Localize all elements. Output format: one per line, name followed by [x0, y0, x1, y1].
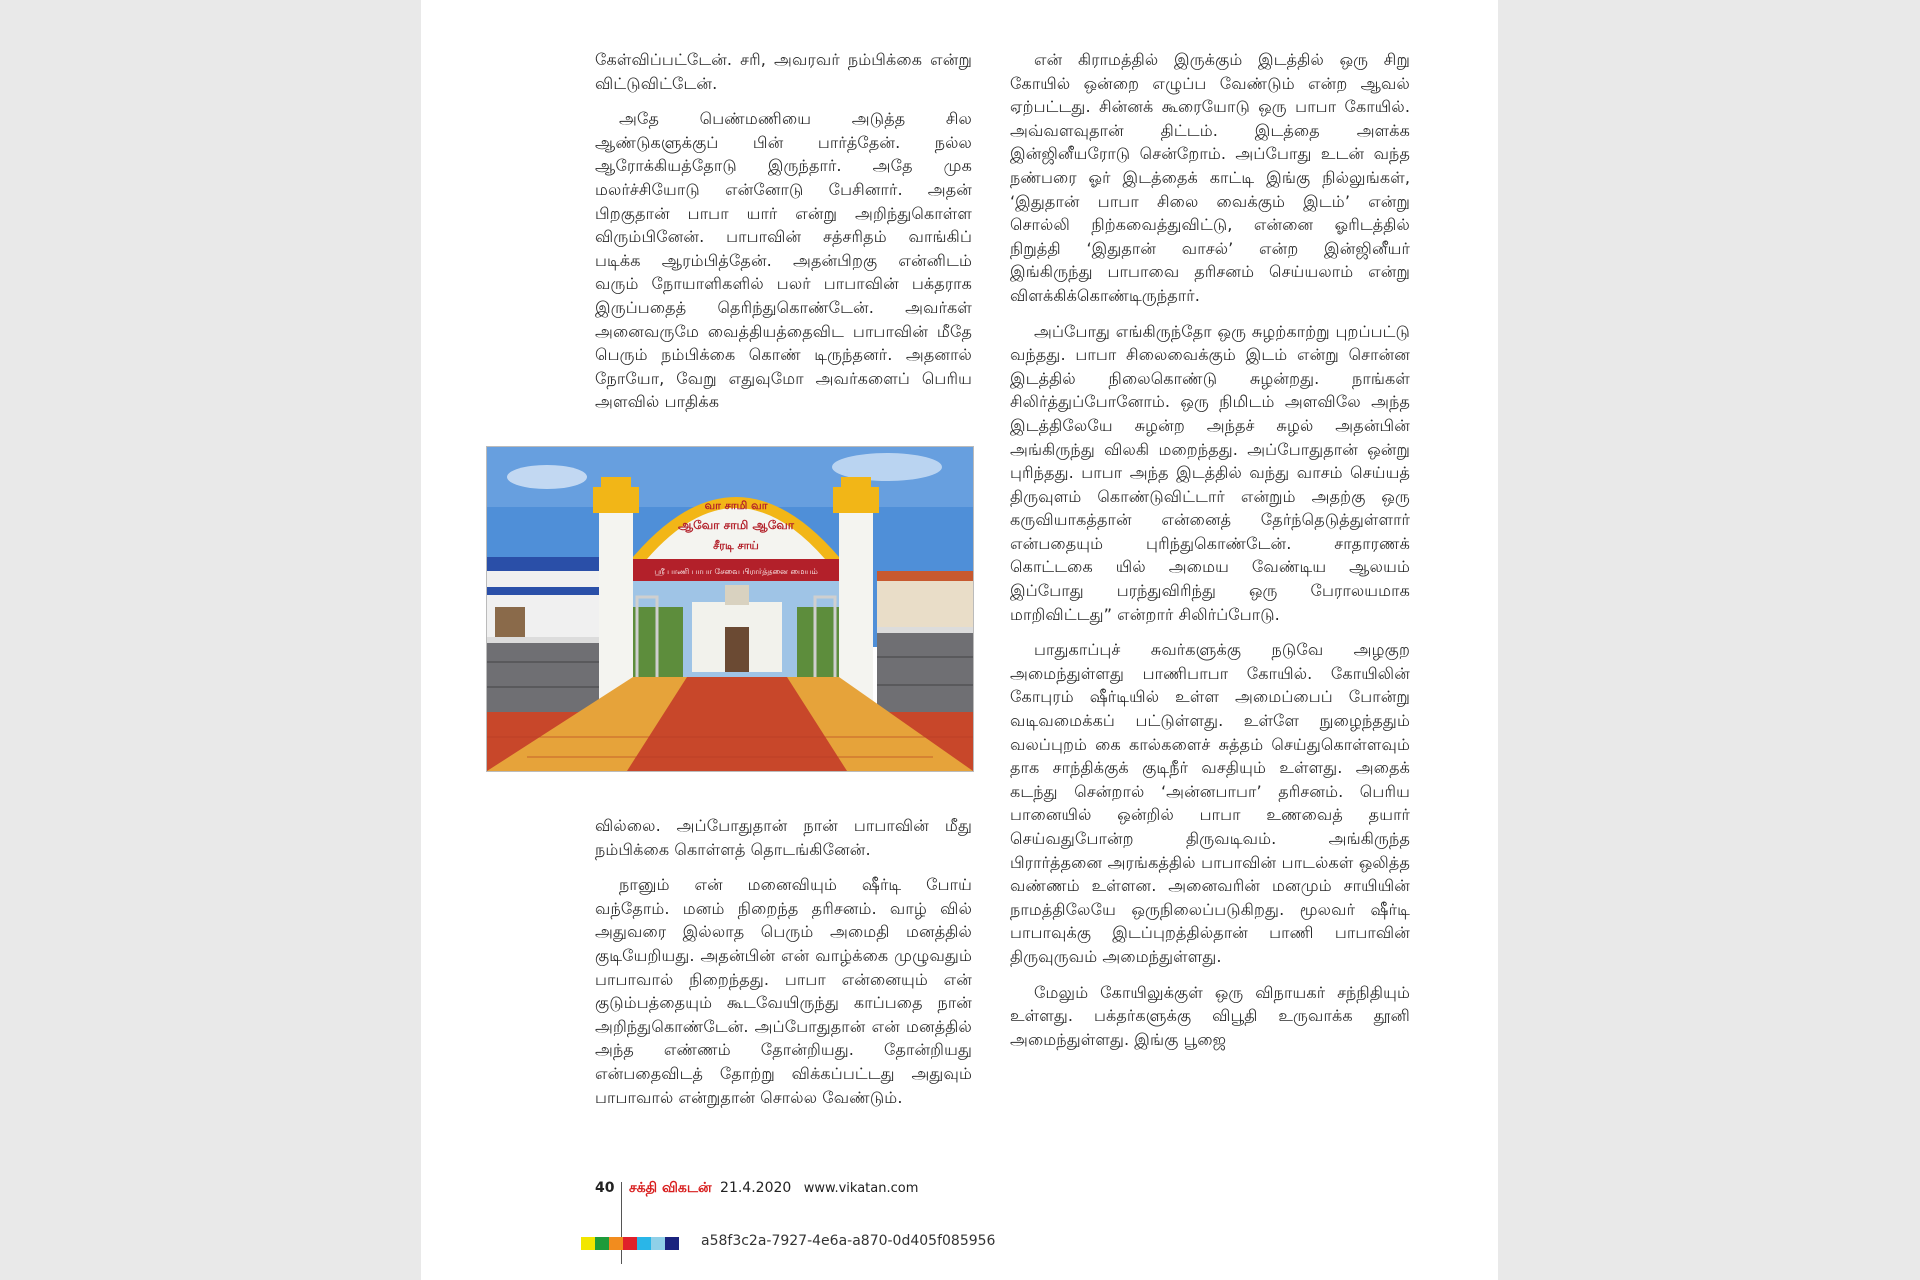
article-paragraph: என் கிராமத்தில் இருக்கும் இடத்தில் ஒரு சிறு கோயில் ஒன்றை எழுப்ப வேண்டும் என்ற ஆவல் ஏற்பட்டது. சின்னக் கூரையோடு ஒரு பாபா கோயில். அவ்வளவுதான் திட்டம். இடத்தை அளக்க இன்ஜினீயரோடு சென்றோம். அப்போது உடன் வந்த நண்பரை ஓர் இடத்தைக் காட்டி இங்கு நில்லுங்கள், ‘இதுதான் பாபா சிலை வைக்கும் இடம்’ என்று சொல்லி நிற்கவைத்துவிட்டு, என்னை ஓரிடத்தில் நிறுத்தி ‘இதுதான் வாசல்’ என்ற இன்ஜினீயர் இங்கிருந்து பாபாவை தரிசனம் செய்யலாம் என்று விளக்கிக்கொண்டிருந்தார். [1010, 50, 1410, 305]
article-paragraph: அதே பெண்மணியை அடுத்த சில ஆண்டுகளுக்குப் பின் பார்த்தேன். நல்ல ஆரோக்கியத்தோடு இருந்தார். அதே முக மலர்ச்சியோடு என்னோடு பேசினார். அதன் பிறகுதான் பாபா யார் என்று அறிந்துகொள்ள விரும்பினேன். பாபாவின் சத்சரிதம் வாங்கிப் படிக்க ஆரம்பித்தேன். அதன்பிறகு என்னிடம் வரும் நோயாளிகளில் பலர் பாபாவின் பக்தராக இருப்பதைத் தெரிந்துகொண்டேன். அவர்கள் அனைவருமே வைத்தியத்தைவிட பாபாவின் மீதே பெரும் நம்பிக்கை கொண் டிருந்தனர். அதனால் நோயோ, வேறு எதுவுமோ அவர்களைப் பெரிய அளவில் பாதிக்க [595, 109, 972, 412]
page-footer [595, 1180, 918, 1198]
color-swatch [609, 1237, 623, 1250]
page-number: 40 [595, 1180, 615, 1196]
arch-text-line-2: ஆவோ சாமி ஆவோ [678, 518, 794, 532]
article-paragraph: நானும் என் மனைவியும் ஷீர்டி போய் வந்தோம். மனம் நிறைந்த தரிசனம். வாழ் வில் அதுவரை இல்லாத பெரும் அமைதி மனத்தில் குடியேறியது. அதன்பின் என் வாழ்க்கை முழுவதும் பாபாவால் நிறைந்தது. பாபா என்னையும் என் குடும்பத்தையும் கூடவேயிருந்து காப்பதை நான் அறிந்துகொண்டேன். அப்போதுதான் என் மனத்தில் அந்த எண்ணம் தோன்றியது. தோன்றியது என்பதைவிடத் தோற்று விக்கப்பட்டது அதுவும் பாபாவால் என்றுதான் சொல்ல வேண்டும். [595, 875, 972, 1107]
article-column-left-top [595, 48, 972, 426]
website-link[interactable]: www.vikatan.com [803, 1181, 919, 1196]
color-swatch-strip [581, 1237, 679, 1250]
gate-banner-text: ஸ்ரீ பாணி பாபா சேவை பிரார்த்தனை மையம் [654, 567, 818, 576]
magazine-name: சக்தி விகடன் [628, 1180, 712, 1196]
magazine-page [421, 0, 1498, 1280]
article-paragraph: மேலும் கோயிலுக்குள் ஒரு விநாயகர் சந்நிதியும் உள்ளது. பக்தர்களுக்கு விபூதி உருவாக்க தூனி அமைந்துள்ளது. இங்கு பூஜை [1010, 982, 1410, 1049]
temple-gate-photo [486, 446, 974, 772]
color-swatch [637, 1237, 651, 1250]
article-paragraph: அப்போது எங்கிருந்தோ ஒரு சுழற்காற்று புறப்பட்டு வந்தது. பாபா சிலைவைக்கும் இடம் என்று சொன்ன இடத்தில் நிலைகொண்டு சுழன்றது. நாங்கள் சிலிர்த்துப்போனோம். ஒரு நிமிடம் அளவிலே அந்த இடத்திலேயே சுழன்ற அந்தச் சுழல் அதன்பின் அங்கிருந்து விலகி மறைந்தது. அப்போதுதான் ஒன்று புரிந்தது. பாபா அந்த இடத்தில் வந்து வாசம் செய்யத் திருவுளம் கொண்டுவிட்டார் என்றும் அதற்கு ஒரு கருவியாகத்தான் என்னைத் தேர்ந்தெடுத்துள்ளார் என்பதையும் புரிந்துகொண்டேன். சாதாரணக் கொட்டகை யில் அமைய வேண்டிய ஆலயம் இப்போது பரந்துவிரிந்து ஒரு பேராலயமாக மாறிவிட்டது” என்றார் சிலிர்ப்போடு. [1010, 321, 1410, 624]
article-column-left-bottom [595, 814, 972, 1121]
article-column-right [1010, 48, 1410, 1063]
issue-date: 21.4.2020 [720, 1180, 792, 1196]
arch-text-line-1: வா சாமி வா [704, 499, 768, 512]
color-swatch [651, 1237, 665, 1250]
color-swatch [623, 1237, 637, 1250]
color-swatch [665, 1237, 679, 1250]
article-paragraph: வில்லை. அப்போதுதான் நான் பாபாவின் மீது நம்பிக்கை கொள்ளத் தொடங்கினேன். [595, 816, 972, 859]
color-swatch [595, 1237, 609, 1250]
article-paragraph: பாதுகாப்புச் சுவர்களுக்கு நடுவே அழகுற அமைந்துள்ளது பாணிபாபா கோயில். கோயிலின் கோபுரம் ஷீர்டியில் உள்ள அமைப்பைப் போன்று வடிவமைக்கப் பட்டுள்ளது. உள்ளே நுழைந்ததும் வலப்புறம் கை கால்களைச் சுத்தம் செய்துகொள்ளவும் தாக சாந்திக்குக் குடிநீர் வசதியும் உள்ளது. அதைக் கடந்து சென்றால் ‘அன்னபாபா’ தரிசனம். பெரிய பானையில் ஒன்றில் பாபா உணவைத் தயார் செய்வதுபோன்ற திருவடிவம். அங்கிருந்த பிரார்த்தனை அரங்கத்தில் பாபாவின் பாடல்கள் ஒலித்த வண்ணம் உள்ளன. அனைவரின் மனமும் சாயியின் நாமத்திலேயே ஒருநிலைப்படுகிறது. மூலவர் ஷீர்டி பாபாவுக்கு இடப்புறத்தில்தான் பாணி பாபாவின் திருவுருவம் அமைந்துள்ளது. [1010, 640, 1410, 966]
color-swatch [581, 1237, 595, 1250]
document-id: a58f3c2a-7927-4e6a-a870-0d405f085956 [701, 1233, 996, 1249]
article-paragraph: கேள்விப்பட்டேன். சரி, அவரவர் நம்பிக்கை என்று விட்டுவிட்டேன். [595, 50, 972, 93]
arch-text-line-3: சீரடி சாய் [713, 539, 759, 552]
footer-divider [621, 1182, 622, 1264]
